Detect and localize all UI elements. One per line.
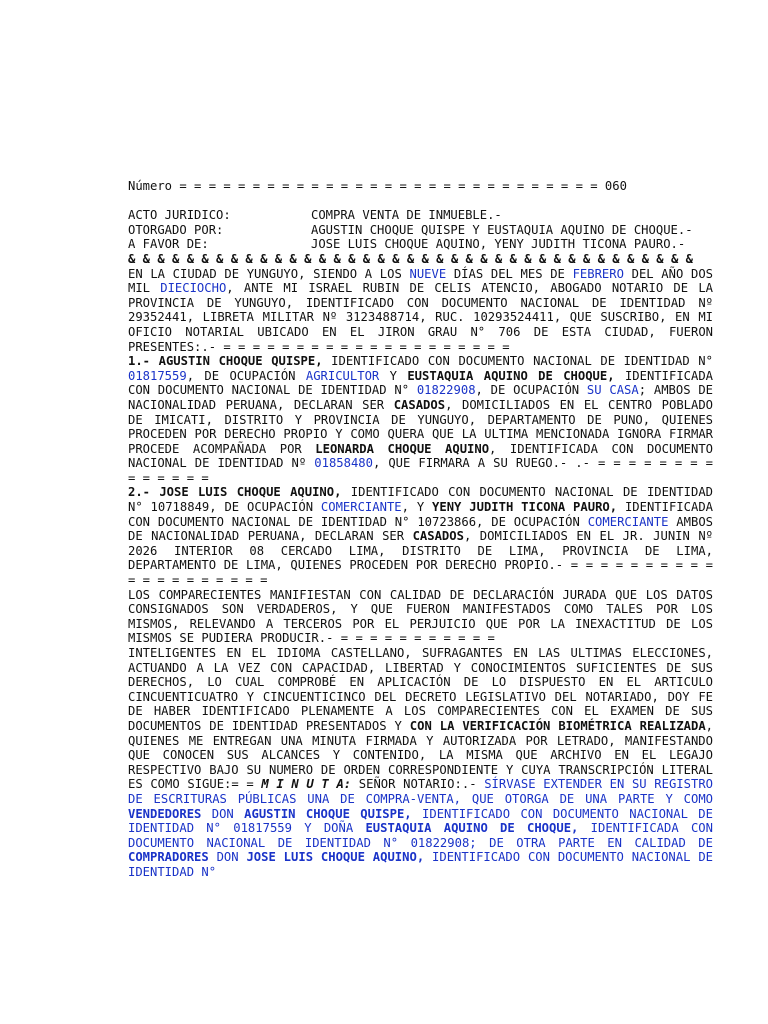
buyer-1-occupation: COMERCIANTE [320,500,402,515]
text-run: , DE OCUPACIÓN [475,383,587,398]
biometric-verification: CON LA VERIFICACIÓN BIOMÉTRICA REALIZADA [409,718,706,733]
seller-2-dni: 01822908 [416,383,476,398]
seller-2-name: EUSTAQUIA AQUINO DE CHOQUE, [407,368,615,383]
paragraph-intro [128,267,713,355]
minuta-body [128,777,713,879]
acto-label: ACTO JURIDICO: [128,208,231,223]
text-run: , ANTE MI ISRAEL RUBIN DE CELIS ATENCIO, ABOGADO NOTARIO DE LA PROVINCIA DE YUNGUYO, IDENTIFICADO CON DOCUMENTO NACIONAL DE IDENTIDAD Nº 29352441, LIBRETA MILITAR Nº 3123488714, RUC. 10293524411, QUE SUSCRIBO, EN MI OFICIO NOTARIAL UBICADO EN EL JIRON GRAU N° 706 DE ESTA CIUDAD, FUERON PRESENTES:.- = = = = = = = = = = = = = = = = = = = = [128,281,713,354]
text-run: , QUIENES ME ENTREGAN UNA MINUTA FIRMADA Y AUTORIZADA POR LETRADO, MANIFESTANDO QUE CONOCEN SUS ALCANCES Y CONTENIDO, LA MISMA QUE ARCHIVO EN EL LEGAJO RESPECTIVO BAJO SU NUMERO DE ORDEN CORRESPONDIENTE Y CUYA TRANSCRIPCIÓN LITERAL ES COMO SIGUE:= = [128,718,714,792]
text-run: IDENTIFICADO CON DOCUMENTO NACIONAL DE IDENTIDAD N° 10718849, DE OCUPACIÓN [128,485,713,515]
notarial-document [128,179,713,880]
paragraph-buyers [128,485,713,587]
text-run: EN LA CIUDAD DE YUNGUYO, SIENDO A LOS [128,266,410,281]
seller-1-name: 1.- AGUSTIN CHOQUE QUISPE, [128,354,323,369]
seller-1-name: AGUSTIN CHOQUE QUISPE, [244,806,412,821]
minuta-heading: M I N U T A: [261,777,352,792]
sellers-role: VENDEDORES [128,806,202,821]
otorgado-row [128,223,713,238]
buyer-1-name: 2.- JOSE LUIS CHOQUE AQUINO, [128,485,342,500]
text-run: IDENTIFICADO CON DOCUMENTO NACIONAL DE IDENTIDAD N° [128,850,713,879]
otorgado-label: OTORGADO POR: [128,222,224,237]
acto-value: COMPRA VENTA DE INMUEBLE.- [311,208,502,223]
marital-status: CASADOS [393,397,446,412]
text-run: DEL AÑO DOS MIL [128,266,713,296]
buyer-1-name: JOSE LUIS CHOQUE AQUINO, [246,850,425,865]
text-run: DON [208,850,247,865]
spacer [128,194,713,209]
seller-1-occupation: AGRICULTOR [305,368,380,383]
text-run: IDENTIFICADA CON DOCUMENTO NACIONAL DE IDENTIDAD N° 01822908; DE OTRA PARTE EN CALIDAD DE [128,821,713,850]
otorgado-value: AGUSTIN CHOQUE QUISPE Y EUSTAQUIA AQUINO DE CHOQUE.- [311,222,693,237]
favor-label: A FAVOR DE: [128,237,209,252]
text-run: , QUE FIRMARA A SU RUEGO.- .- = = = = = = = = = = = = = = [128,456,714,485]
text-run: DON [201,806,245,821]
buyers-role: COMPRADORES [128,850,209,865]
seller-2-occupation: SU CASA [586,383,639,398]
day-value: NUEVE [409,266,447,281]
text-run: SÍRVASE EXTENDER EN SU REGISTRO DE ESCRITURAS PÚBLICAS UNA DE COMPRA-VENTA, QUE OTORGA DE UNA PARTE Y COMO [128,777,713,806]
text-run: IDENTIFICADA CON DOCUMENTO NACIONAL DE IDENTIDAD N° 10723866, DE OCUPACIÓN [128,500,713,529]
buyer-2-name: YENY JUDITH TICONA PAURO, [432,500,618,515]
text-run: DÍAS DEL MES DE [446,266,573,281]
text-run: , DOMICILIADOS EN EL JR. JUNIN Nº 2026 INTERIOR 08 CERCADO LIMA, DISTRITO DE LIMA, PROVINCIA DE LIMA, DEPARTAMENTO DE LIMA, QUIENES PROCEDEN POR DERECHO PROPIO.- = = = = = = = = = = = = = = = = = = = = [128,529,713,588]
text-run: , DE OCUPACIÓN [186,368,306,383]
buyer-2-occupation: COMERCIANTE [587,514,669,529]
acto-row [128,208,713,223]
seller-2-name: EUSTAQUIA AQUINO DE CHOQUE, [365,821,579,836]
paragraph-minuta [128,646,713,880]
ampersand-separator: & & & & & & & & & & & & & & & & & & & & & & & & & & & & & & & & & & & & & & & [128,251,693,266]
text-run: , Y [401,500,433,515]
year-value: DIECIOCHO [160,281,227,296]
text-run: , DOMICILIADOS EN EL CENTRO POBLADO DE IMICATI, DISTRITO Y PROVINCIA DE YUNGUYO, DEPARTAMENTO DE PUNO, QUIENES PROCEDEN POR DERECHO PROPIO Y COMO QUERA QUE LA ULTIMA MENCIONADA IGNORA FIRMAR PROCEDE ACOMPAÑADA POR [128,397,714,456]
companion-name: LEONARDA CHOQUE AQUINO [315,441,490,456]
text-run: IDENTIFICADO CON DOCUMENTO NACIONAL DE IDENTIDAD N° 01817559 Y DOÑA [128,806,713,836]
text-run: ; AMBOS DE NACIONALIDAD PERUANA, DECLARAN SER [128,383,713,412]
text-run: SEÑOR NOTARIO:.- [351,777,485,792]
paragraph-declaration: LOS COMPARECIENTES MANIFIESTAN CON CALIDAD DE DECLARACIÓN JURADA QUE LOS DATOS CONSIGNADOS SON VERDADEROS, Y QUE FUERON MANIFESTADOS COMO TALES POR LOS MISMOS, RELEVANDO A TERCEROS POR EL PERJUICIO QUE POR LA INEXACTITUD DE LOS MISMOS SE PUDIERA PRODUCIR.- = = = = = = = = = = = [128,587,713,646]
text-run: , IDENTIFICADA CON DOCUMENTO NACIONAL DE IDENTIDAD Nº [128,441,714,471]
text-run: INTELIGENTES EN EL IDIOMA CASTELLANO, SUFRAGANTES EN LAS ULTIMAS ELECCIONES, ACTUANDO A LA VEZ CON CAPACIDAD, LIBERTAD Y CONOCIMIENTOS SUFICIENTES DE SUS DERECHOS, LO CUAL COMPROBÉ EN APLICACIÓN DE LO DISPUESTO EN EL ARTICULO CINCUENTICUATRO Y CINCUENTICINCO DEL DECRETO LEGISLATIVO DEL NOTARIADO, DOY FE DE HABER IDENTIFICADO PLENAMENTE A LOS COMPARECIENTES CON EL EXAMEN DE SUS DOCUMENTOS DE IDENTIDAD PRESENTADOS Y [128,646,713,733]
marital-status: CASADOS [412,529,464,544]
favor-row [128,237,713,252]
seller-1-dni: 01817559 [128,368,187,383]
text-run: IDENTIFICADA CON DOCUMENTO NACIONAL DE IDENTIDAD N° [128,368,714,398]
paragraph-sellers [128,354,713,485]
companion-dni: 01858480 [314,456,373,471]
numero-line: Número = = = = = = = = = = = = = = = = = = = = = = = = = = = = = 060 [128,179,627,193]
text-run: Y [379,368,408,383]
favor-value: JOSE LUIS CHOQUE AQUINO, YENY JUDITH TICONA PAURO.- [311,237,686,252]
text-run: IDENTIFICADO CON DOCUMENTO NACIONAL DE IDENTIDAD N° [322,354,713,369]
text-run: AMBOS DE NACIONALIDAD PERUANA, DECLARAN SER [128,514,713,544]
month-value: FEBRERO [572,266,624,281]
